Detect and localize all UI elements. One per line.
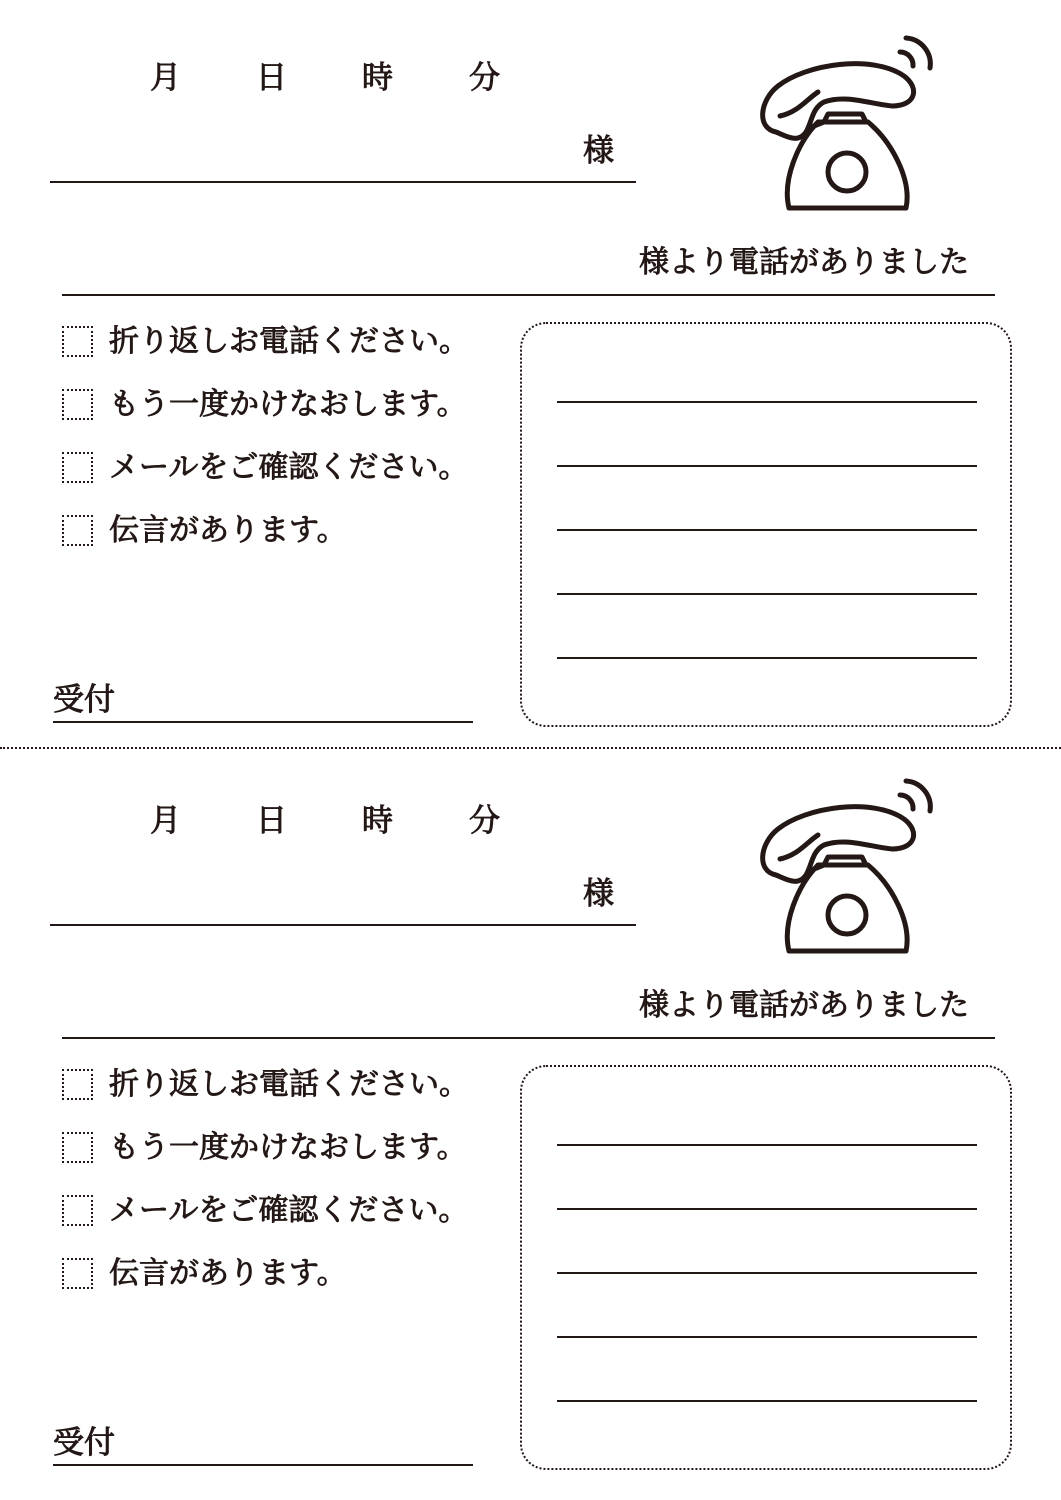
message-box[interactable]: [520, 322, 1012, 727]
recipient-name-line[interactable]: [50, 181, 636, 183]
checklist-label: 伝言があります。: [109, 1256, 347, 1291]
telephone-ringing-icon: [754, 773, 954, 957]
phone-memo-2: [0, 743, 1061, 1488]
caller-notice: 様より電話がありました: [639, 988, 969, 1023]
hour-label: 時: [362, 803, 393, 839]
message-line: [557, 1400, 977, 1402]
caller-notice: 様より電話がありました: [639, 245, 969, 280]
checklist-label: もう一度かけなおします。: [109, 1130, 467, 1165]
checkbox[interactable]: [62, 452, 93, 483]
recipient-honorific: 様: [583, 133, 614, 169]
day-label: 日: [256, 60, 287, 96]
message-line: [557, 593, 977, 595]
checkbox[interactable]: [62, 389, 93, 420]
checklist-label: 伝言があります。: [109, 513, 347, 548]
minute-label: 分: [469, 803, 500, 839]
recipient-honorific: 様: [583, 876, 614, 912]
message-line: [557, 1336, 977, 1338]
checklist-label: 折り返しお電話ください。: [109, 1067, 469, 1102]
request-checklist: [62, 322, 469, 574]
checklist-label: 折り返しお電話ください。: [109, 324, 469, 359]
message-line: [557, 529, 977, 531]
checklist-label: メールをご確認ください。: [109, 450, 469, 485]
message-line: [557, 401, 977, 403]
checklist-item-will-call-again: [62, 385, 469, 448]
message-line: [557, 657, 977, 659]
checklist-item-call-back: [62, 322, 469, 385]
checkbox[interactable]: [62, 1069, 93, 1100]
request-checklist: [62, 1065, 469, 1317]
checkbox[interactable]: [62, 326, 93, 357]
day-label: 日: [256, 803, 287, 839]
minute-label: 分: [469, 60, 500, 96]
received-by-label: 受付: [53, 1425, 115, 1461]
caller-name-line[interactable]: [62, 294, 995, 296]
checklist-item-has-message: [62, 511, 469, 574]
received-by-line[interactable]: [53, 1464, 473, 1466]
checklist-item-has-message: [62, 1254, 469, 1317]
phone-memo-1: [0, 0, 1061, 745]
caller-name-line[interactable]: [62, 1037, 995, 1039]
received-by-line[interactable]: [53, 721, 473, 723]
checklist-item-will-call-again: [62, 1128, 469, 1191]
checkbox[interactable]: [62, 1258, 93, 1289]
checklist-label: メールをご確認ください。: [109, 1193, 469, 1228]
received-by-label: 受付: [53, 682, 115, 718]
checkbox[interactable]: [62, 1132, 93, 1163]
checklist-label: もう一度かけなおします。: [109, 387, 467, 422]
checkbox[interactable]: [62, 1195, 93, 1226]
checklist-item-check-email: [62, 1191, 469, 1254]
checkbox[interactable]: [62, 515, 93, 546]
hour-label: 時: [362, 60, 393, 96]
message-line: [557, 465, 977, 467]
message-line: [557, 1144, 977, 1146]
message-line: [557, 1272, 977, 1274]
month-label: 月: [150, 803, 181, 839]
recipient-name-line[interactable]: [50, 924, 636, 926]
month-label: 月: [150, 60, 181, 96]
message-line: [557, 1208, 977, 1210]
telephone-ringing-icon: [754, 30, 954, 214]
checklist-item-check-email: [62, 448, 469, 511]
message-box[interactable]: [520, 1065, 1012, 1470]
checklist-item-call-back: [62, 1065, 469, 1128]
